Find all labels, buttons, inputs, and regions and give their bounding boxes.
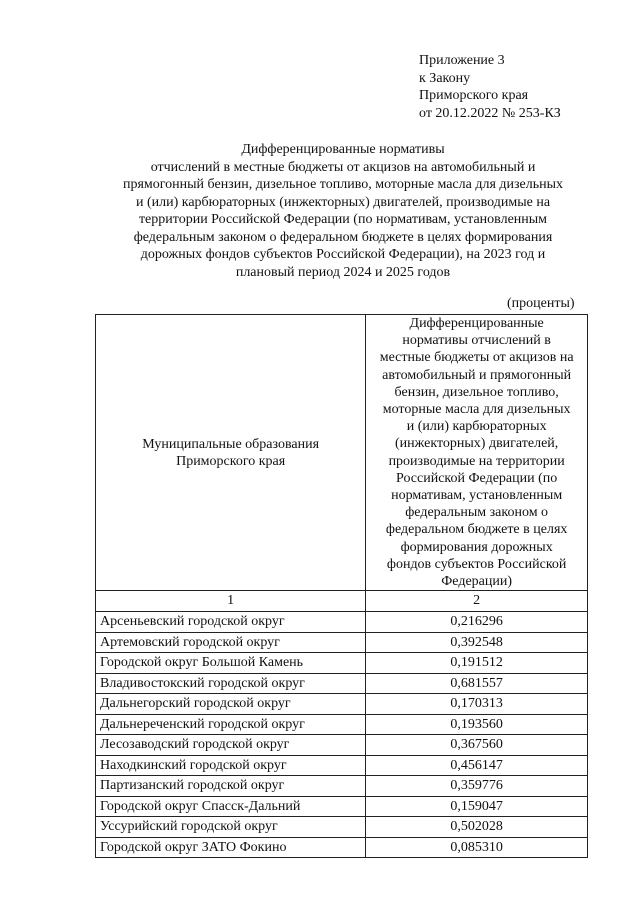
header-col2-line: нормативам, установленным: [391, 488, 563, 504]
table-row: [96, 632, 588, 653]
appendix-line: Приморского края: [419, 88, 529, 103]
document-title: [95, 141, 591, 281]
norm-value: 0,392548: [366, 632, 588, 653]
norm-value: 0,216296: [366, 612, 588, 633]
table-row: [96, 817, 588, 838]
norm-value: 0,170313: [366, 694, 588, 715]
table-row: [96, 755, 588, 776]
table-row: [96, 653, 588, 674]
header-col2-line: федеральном бюджете в целях: [385, 522, 568, 538]
header-col2-line: и (или) карбюраторных: [406, 419, 547, 435]
header-col2-line: нормативы отчислений в: [402, 333, 551, 349]
norm-value: 0,085310: [366, 837, 588, 858]
municipality-name: Арсеньевский городской округ: [96, 612, 366, 633]
title-line: прямогонный бензин, дизельное топливо, моторные масла для дизельных: [122, 177, 564, 192]
municipality-name: Городской округ Спасск-Дальний: [96, 796, 366, 817]
title-line: федеральным законом о федеральном бюджете в целях формирования: [133, 229, 553, 245]
header-col2-line: Федерации): [441, 574, 513, 590]
title-line: дорожных фондов субъектов Российской Федерации), на 2023 год и: [140, 247, 546, 262]
municipality-name: Партизанский городской округ: [96, 776, 366, 797]
norm-value: 0,191512: [366, 653, 588, 674]
municipality-name: Артемовский городской округ: [96, 632, 366, 653]
table-row: [96, 714, 588, 735]
header-col2-line: моторные масла для дизельных: [382, 402, 571, 418]
appendix-line: к Закону: [419, 70, 471, 86]
municipality-name: Находкинский городской округ: [96, 755, 366, 776]
table-row: [96, 837, 588, 858]
title-line: территории Российской Федерации (по нормативам, установленным: [138, 212, 548, 227]
header-municipalities: [96, 315, 366, 591]
column-number-row: [96, 591, 588, 612]
municipality-name: Уссурийский городской округ: [96, 817, 366, 838]
column-number: 1: [96, 591, 366, 612]
header-col2-line: Российской Федерации (по: [396, 470, 558, 486]
norm-value: 0,681557: [366, 673, 588, 694]
appendix-line: Приложение 3: [419, 53, 505, 68]
header-col2-line: производимые на территории: [388, 453, 565, 469]
municipality-name: Лесозаводский городской округ: [96, 735, 366, 756]
table-row: [96, 735, 588, 756]
header-col2-line: фондов субъектов Российской: [386, 556, 567, 572]
table-row: [96, 796, 588, 817]
header-col2-line: Дифференцированные: [409, 316, 544, 331]
title-line: отчислений в местные бюджеты от акцизов на автомобильный и: [150, 159, 536, 175]
appendix-line: от 20.12.2022 № 253-КЗ: [419, 105, 561, 121]
header-col2-line: автомобильный и прямогонный: [382, 367, 572, 383]
title-line: и (или) карбюраторных (инжекторных) двигателей, производимые на: [135, 194, 551, 210]
title-line: плановый период 2024 и 2025 годов: [235, 264, 451, 280]
title-line: Дифференцированные нормативы: [241, 142, 445, 157]
table-row: [96, 673, 588, 694]
municipality-name: Владивостокский городской округ: [96, 673, 366, 694]
header-col1-line: Муниципальные образования: [142, 436, 320, 452]
norm-value: 0,159047: [366, 796, 588, 817]
header-col1-line: Приморского края: [176, 453, 286, 469]
norms-table: [95, 314, 588, 858]
municipality-name: Городской округ Большой Камень: [96, 653, 366, 674]
municipality-name: Дальнереченский городской округ: [96, 714, 366, 735]
appendix-reference: [419, 52, 561, 122]
municipality-name: Городской округ ЗАТО Фокино: [96, 837, 366, 858]
table-row: [96, 694, 588, 715]
municipality-name: Дальнегорский городской округ: [96, 694, 366, 715]
header-col2-line: (инжекторных) двигателей,: [394, 436, 559, 452]
table-row: [96, 612, 588, 633]
norm-value: 0,359776: [366, 776, 588, 797]
table-header-row: [96, 315, 588, 591]
table-row: [96, 776, 588, 797]
column-number: 2: [366, 591, 588, 612]
norm-value: 0,502028: [366, 817, 588, 838]
header-norms: [366, 315, 588, 591]
norm-value: 0,456147: [366, 755, 588, 776]
norm-value: 0,193560: [366, 714, 588, 735]
header-col2-line: бензин, дизельное топливо,: [394, 384, 559, 400]
units-label: (проценты): [507, 296, 575, 311]
header-col2-line: местные бюджеты от акцизов на: [379, 350, 574, 366]
norm-value: 0,367560: [366, 735, 588, 756]
header-col2-line: формирования дорожных: [400, 539, 553, 555]
header-col2-line: федеральным законом о: [405, 505, 549, 521]
